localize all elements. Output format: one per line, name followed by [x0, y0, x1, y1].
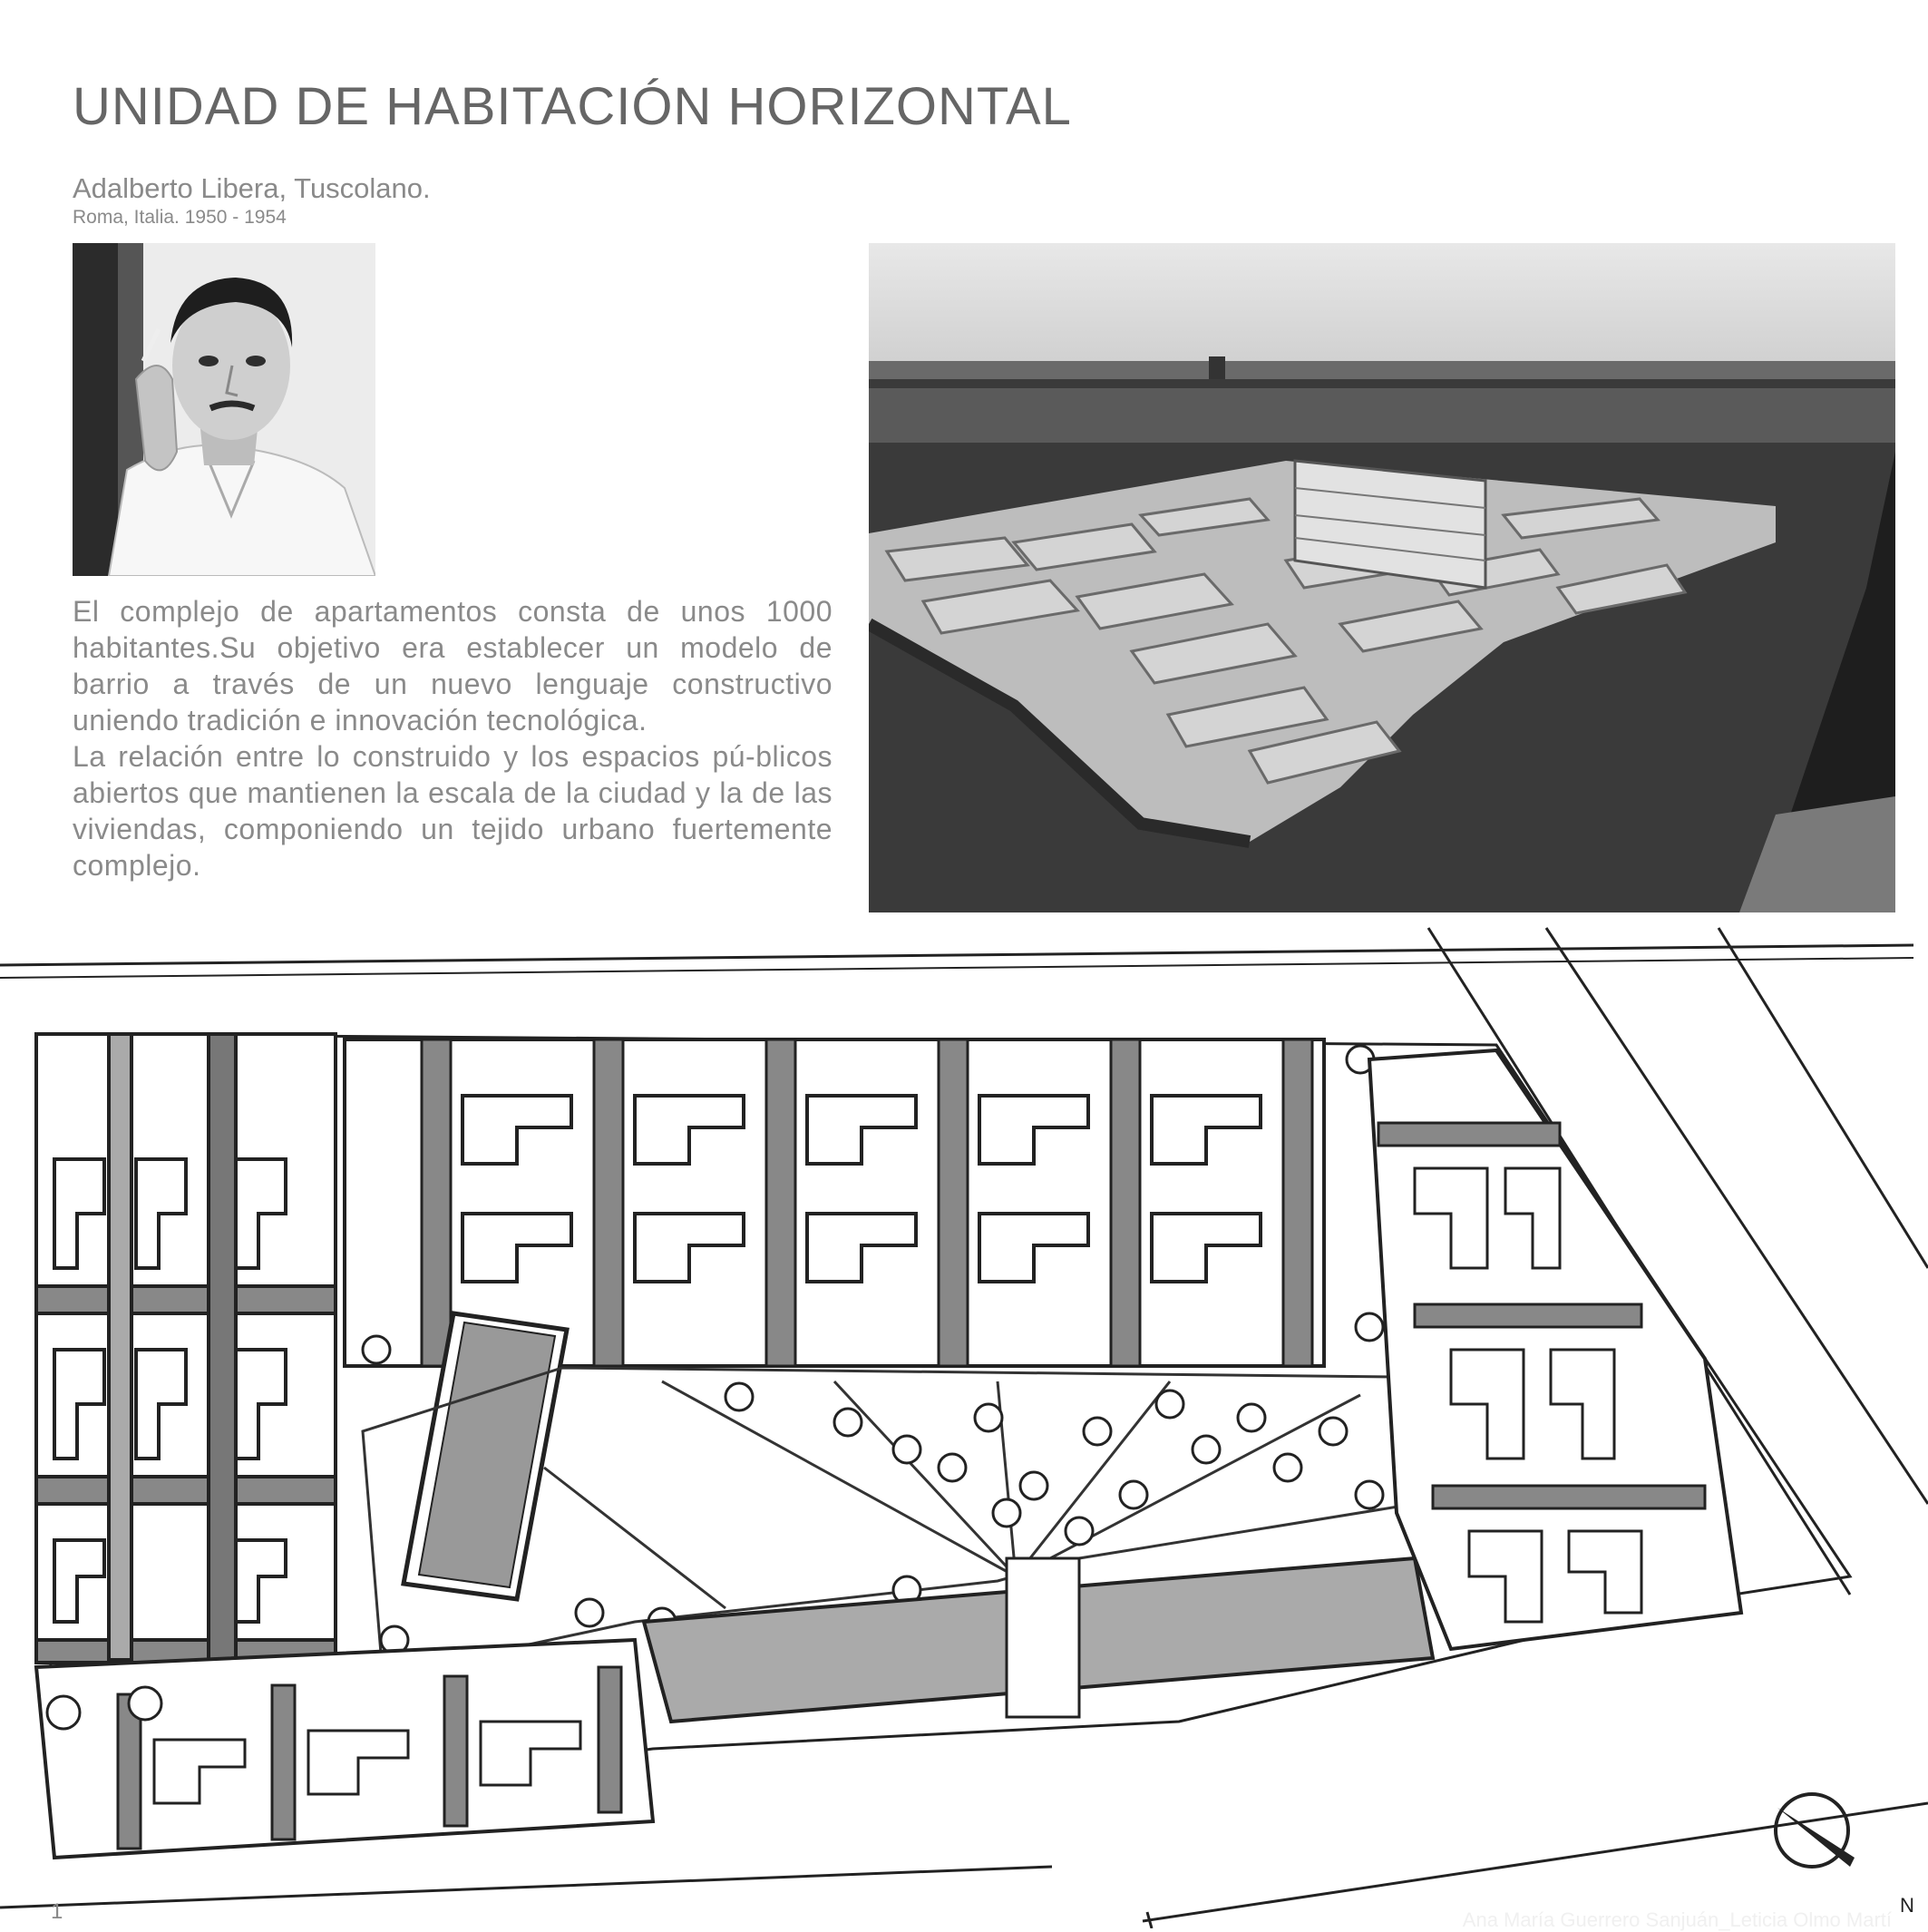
site-plan [0, 923, 1928, 1928]
page-title: UNIDAD DE HABITACIÓN HORIZONTAL [73, 77, 1072, 136]
north-label: N [1900, 1894, 1914, 1917]
architect-subtitle: Adalberto Libera, Tuscolano. [73, 172, 431, 204]
page-number: 1 [51, 1899, 63, 1924]
north-arrow-icon [1776, 1794, 1855, 1867]
architect-portrait [73, 243, 375, 576]
description-paragraph-1: El complejo de apartamentos consta de unos 1000 habitantes.Su objetivo era establecer un modelo de barrio a través de un nuevo lenguaje constructivo uniendo tradición e innovación tecnológica. [73, 595, 833, 737]
aerial-photograph [869, 243, 1895, 912]
location-date: Roma, Italia. 1950 - 1954 [73, 207, 287, 228]
author-credit: Ana María Guerrero Sanjuán_Leticia Olmo Martí [1462, 1908, 1892, 1931]
description-paragraph-2: La relación entre lo construido y los espacios pú-blicos abiertos que mantienen la escala de la ciudad y la de las viviendas, componiendo un tejido urbano fuertemente complejo. [73, 740, 833, 882]
project-description [73, 593, 833, 883]
